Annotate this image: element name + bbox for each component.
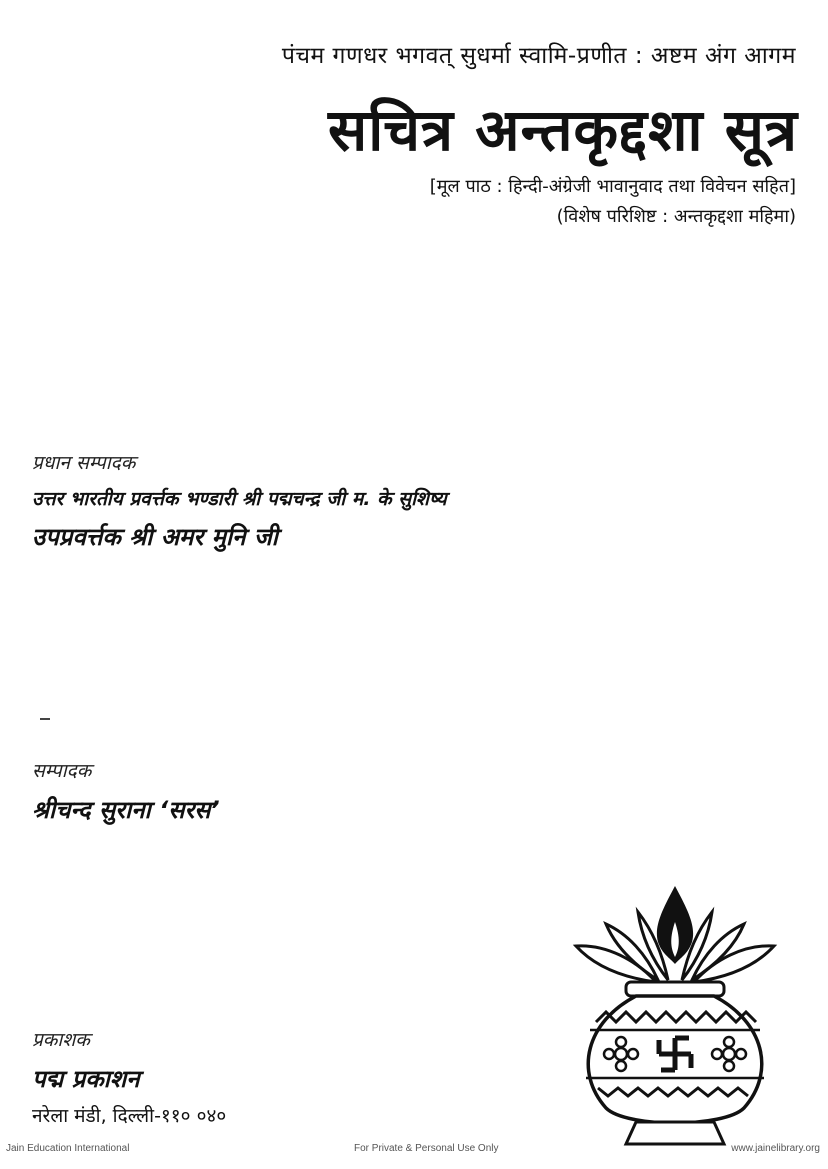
book-note-line1: [मूल पाठ : हिन्दी-अंग्रेजी भावानुवाद तथा विवेचन सहित] <box>429 176 796 197</box>
chief-editor-line: उत्तर भारतीय प्रवर्त्तक भण्डारी श्री पद्मचन्द्र जी म. के सुशिष्य <box>32 488 447 510</box>
book-title: सचित्र अन्तकृद्दशा सूत्र <box>328 96 798 164</box>
chief-editor-label: प्रधान सम्पादक <box>32 452 136 474</box>
stray-mark <box>40 718 50 720</box>
footer-right[interactable]: www.jainelibrary.org <box>731 1143 820 1154</box>
footer-left: Jain Education International <box>6 1143 130 1154</box>
publisher-name: पद्म प्रकाशन <box>32 1065 140 1093</box>
footer-center: For Private & Personal Use Only <box>354 1143 499 1154</box>
book-subtitle: पंचम गणधर भगवत् सुधर्मा स्वामि-प्रणीत : अष्टम अंग आगम <box>281 43 796 69</box>
chief-editor-name: उपप्रवर्त्तक श्री अमर मुनि जी <box>32 523 278 551</box>
kalash-swastika-icon <box>566 882 784 1154</box>
book-note-line2: (विशेष परिशिष्ट : अन्तकृद्दशा महिमा) <box>556 206 796 227</box>
publisher-address: नरेला मंडी, दिल्ली-११० ०४० <box>32 1105 227 1127</box>
editor-name: श्रीचन्द सुराना ‘सरस’ <box>32 796 220 824</box>
publisher-label: प्रकाशक <box>32 1029 90 1051</box>
editor-label: सम्पादक <box>32 760 92 782</box>
